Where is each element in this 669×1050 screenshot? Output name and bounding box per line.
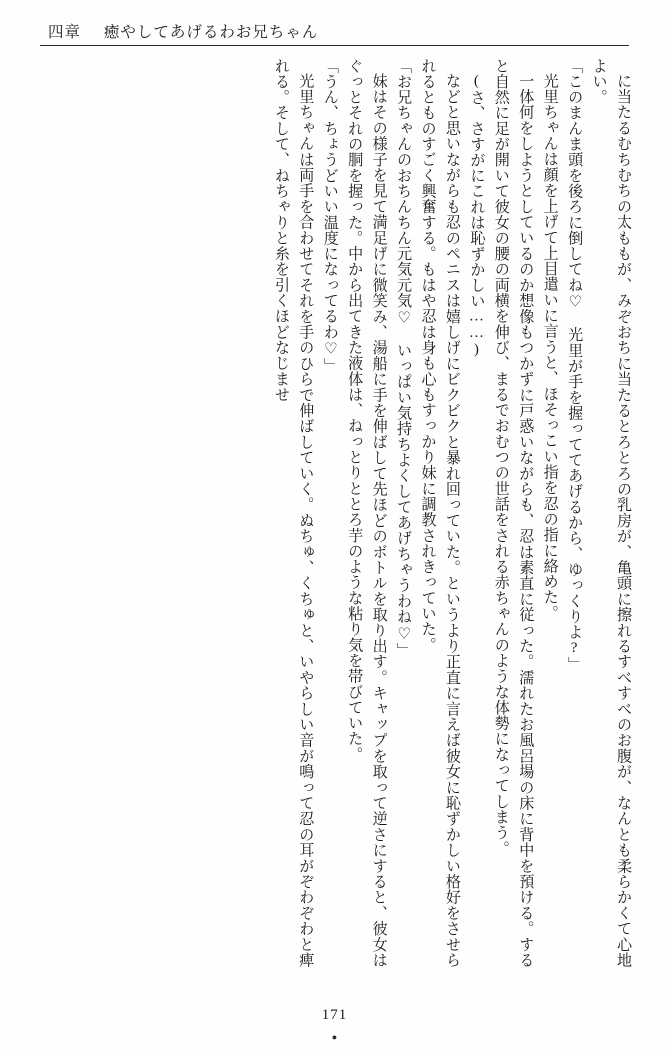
page-number: 171 [321, 1007, 348, 1023]
chapter-number: 四章 [48, 24, 82, 41]
page-body [34, 58, 635, 980]
page-footer [0, 1006, 669, 1024]
paragraph: に当たるむちむちの太ももが、みぞおちに当たるとろとろの乳房が、亀頭に擦れるすべすべのお腹が、なんとも柔らかくて心地よい。 [590, 58, 631, 968]
footer-ornament: ● [331, 1032, 338, 1042]
chapter-heading [48, 20, 318, 42]
chapter-title: 癒やしてあげるわお兄ちゃん [103, 24, 319, 41]
paragraph: 「このまんま頭を後ろに倒してね♡ 光里が手を握っててあげるから、ゆっくりよ?」 [566, 58, 583, 673]
vertical-text-block [34, 58, 635, 968]
header-rule [40, 45, 629, 46]
paragraph: (さ、さすがにこれは恥ずかしい……) [468, 73, 485, 359]
paragraph: 光里ちゃんは両手を合わせてそれを手のひらで伸ばしていく。ぬちゅ、くちゅと、いやらしい音が鳴って忍の耳がぞわぞわと痺れる。そして、ねちゃりと糸を引くほどなじませ [272, 58, 314, 968]
paragraph: 「うん、ちょうどいい温度になってるわ♡」 [321, 58, 338, 374]
paragraph: 「お兄ちゃんのおちんちん元気元気♡ いっぱい気持ちよくしてあげちゃうわね♡」 [395, 58, 412, 659]
paragraph: 一体何をしようとしているのか想像もつかずに戸惑いながらも、忍は素直に従った。濡れたお風呂場の床に背中を預ける。すると自然に足が開いて彼女の腰の両横を伸び、まるでおむつの世話をされる赤ちゃんのような体勢になってしまう。 [492, 58, 534, 968]
paragraph: などと思いながらも忍のペニスは嬉しげにビクビクと暴れ回っていた。というより正直に言えば彼女に恥ずかしい格好をさせられるとものすごく興奮する。もはや忍は身も心もすっかり妹に調教されきっていた。 [419, 58, 460, 968]
paragraph: 光里ちゃんは顔を上げて上目遣いに言うと、ほそっこい指を忍の指に絡めた。 [541, 73, 558, 621]
paragraph: 妹はその様子を見て満足げに微笑み、湯船に手を伸ばして先ほどのボトルを取り出す。キャップを取って逆さにすると、彼女はぐっとそれの胴を握った。中から出てきた液体は、ねっとりととろ芋のような粘り気を帯びていた。 [346, 58, 387, 968]
page-header [0, 20, 669, 50]
